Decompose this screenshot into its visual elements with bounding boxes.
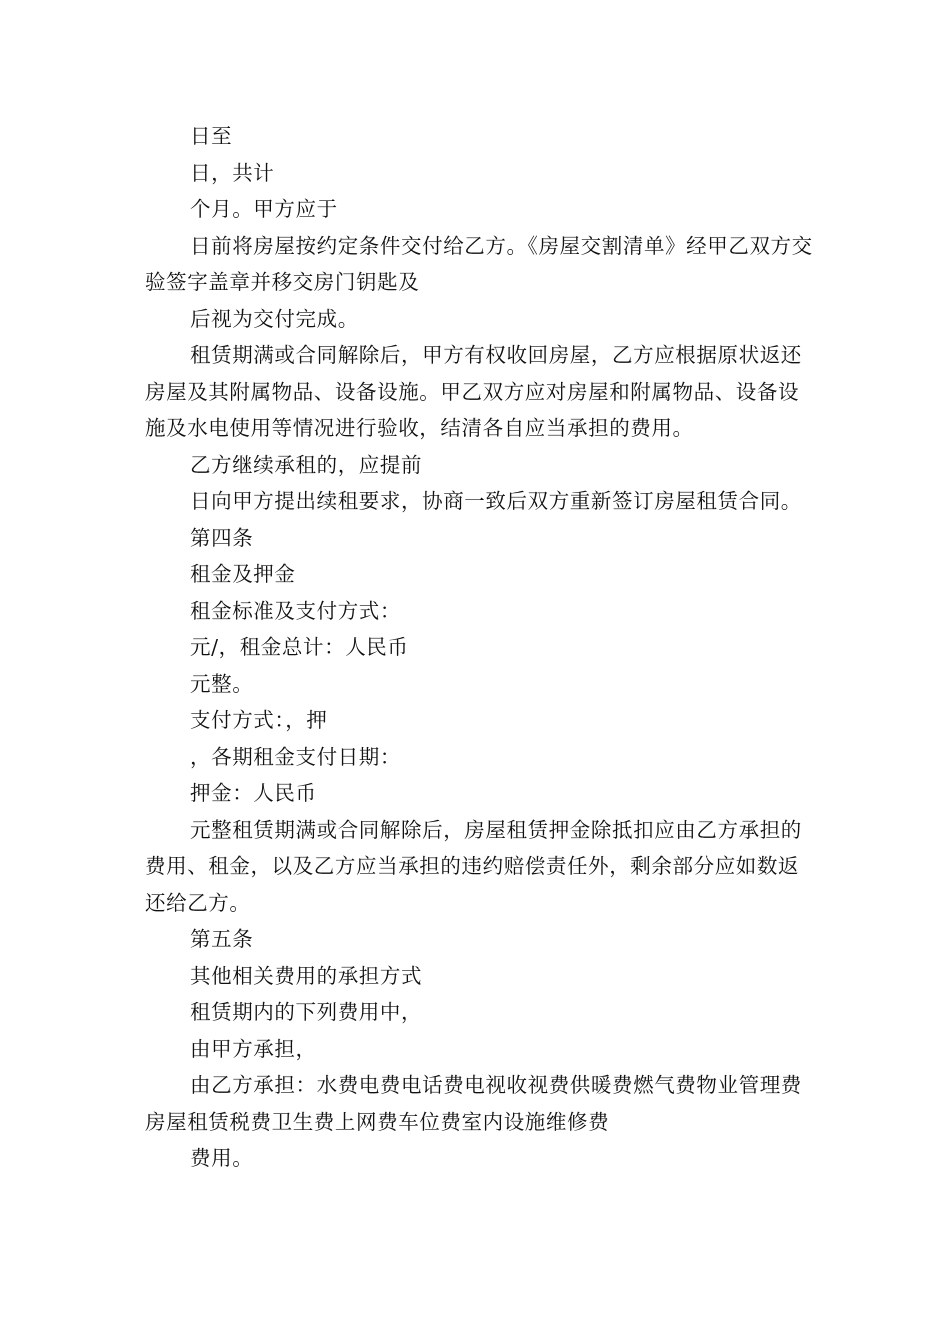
paragraph: 租赁期内的下列费用中， [190,1000,423,1024]
paragraph: 日，共计 [190,160,275,185]
paragraph: 元/，租金总计：人民币 [190,635,409,659]
paragraph: 租金标准及支付方式： [190,598,401,623]
section-heading: 第五条 [190,927,254,951]
paragraph: 费用。 [190,1146,254,1170]
paragraph: ，各期租金支付日期： [190,744,401,769]
section-heading: 第四条 [190,525,254,550]
paragraph: 由乙方承担：水费电费电话费电视收视费供暖费燃气费物业管理费房屋租赁税费卫生费上网费车位费室内设施维修费 [145,1073,802,1134]
paragraph: 日至 [190,124,233,148]
paragraph: 元整。 [190,671,254,696]
paragraph: 后视为交付完成。 [190,306,359,331]
paragraph: 押金：人民币 [190,781,317,805]
document-body [145,118,817,1177]
paragraph: 日向甲方提出续租要求，协商一致后双方重新签订房屋租赁合同。 [190,489,802,513]
paragraph: 支付方式：，押 [190,708,328,732]
paragraph: 由甲方承担， [190,1036,317,1061]
section-title: 其他相关费用的承担方式 [190,963,423,988]
section-title: 租金及押金 [190,562,296,586]
paragraph: 元整租赁期满或合同解除后，房屋租赁押金除抵扣应由乙方承担的费用、租金，以及乙方应当承担的违约赔偿责任外，剩余部分应如数返还给乙方。 [145,817,802,915]
paragraph: 个月。甲方应于 [190,197,338,221]
paragraph: 租赁期满或合同解除后，甲方有权收回房屋，乙方应根据原状返还房屋及其附属物品、设备设施。甲乙双方应对房屋和附属物品、设备设施及水电使用等情况进行验收，结清各自应当承担的费用。 [145,343,802,440]
paragraph: 乙方继续承租的，应提前 [190,452,423,477]
paragraph: 日前将房屋按约定条件交付给乙方。《房屋交割清单》经甲乙双方交验签字盖章并移交房门钥匙及 [145,233,813,294]
